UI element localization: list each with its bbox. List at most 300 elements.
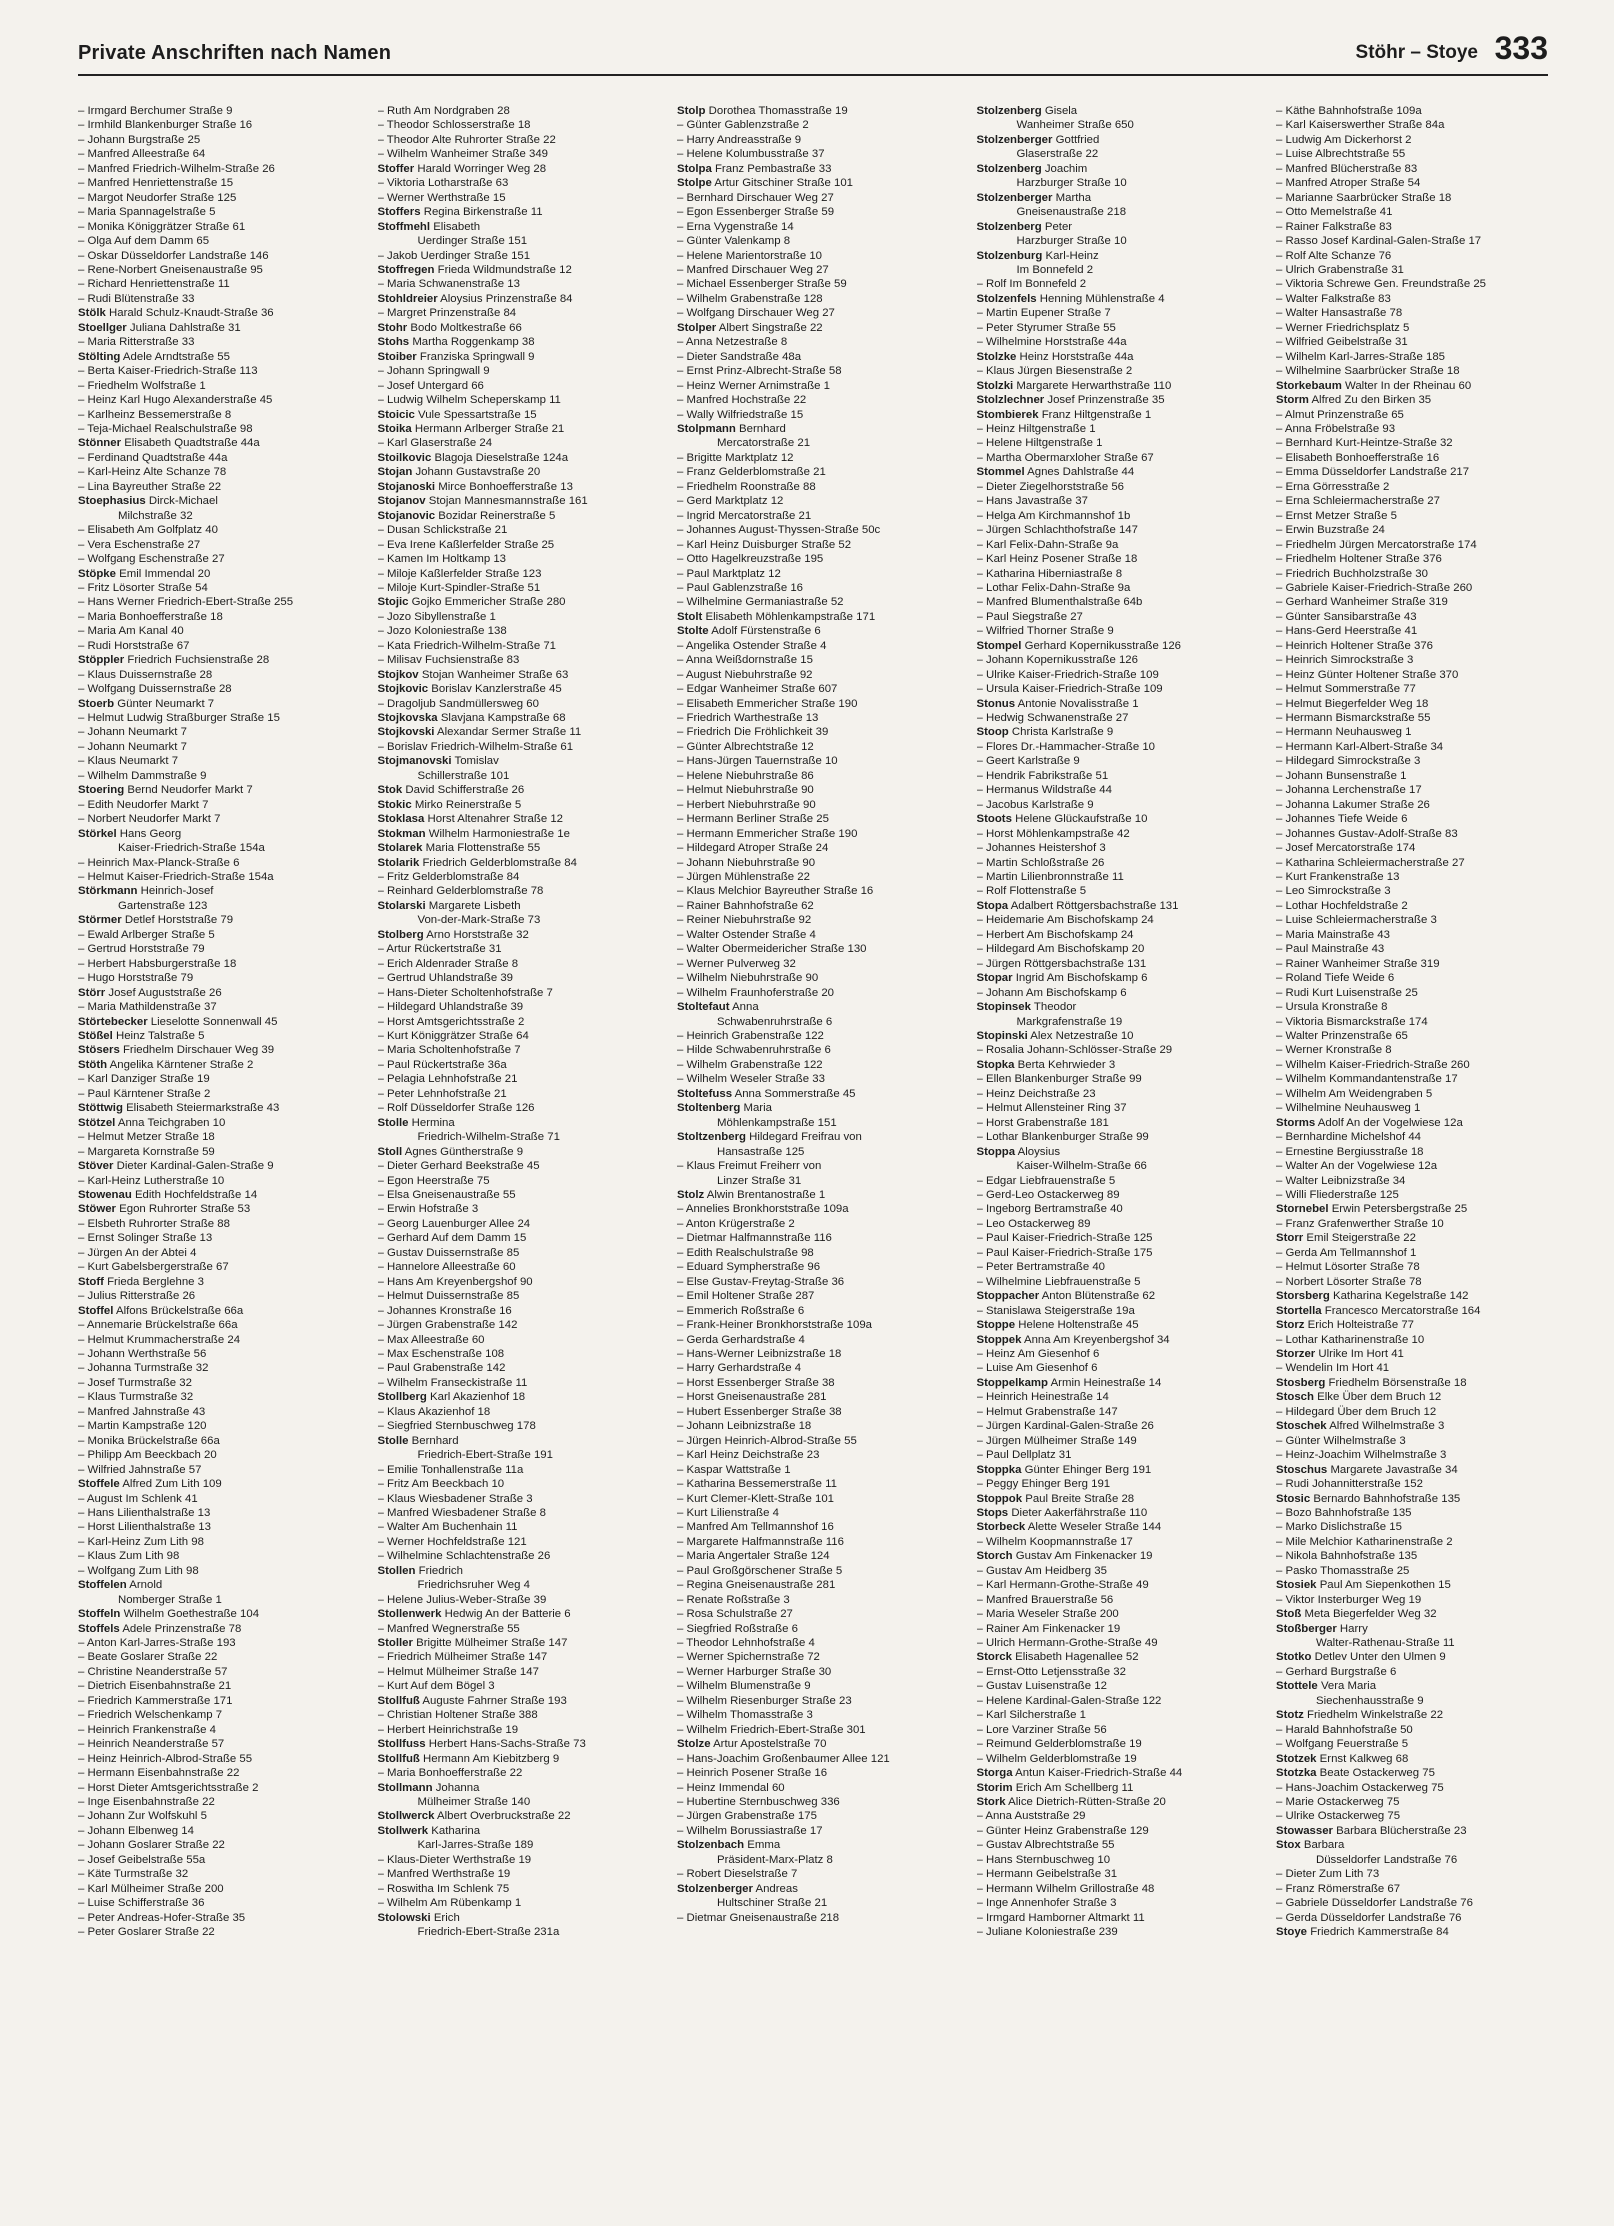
directory-entry: – Reinhard Gelderblomstraße 78	[377, 885, 544, 898]
directory-entry: – Dietmar Halfmannstraße 116	[677, 1232, 832, 1245]
directory-entry: – Wilhelm Dammstraße 9	[78, 769, 207, 782]
directory-entry: Stopar Ingrid Am Bischofskamp 6	[976, 972, 1148, 985]
directory-entry: – Hermann Karl-Albert-Straße 34	[1276, 740, 1444, 753]
directory-entry: Stoff Frieda Berglehne 3	[78, 1275, 204, 1288]
directory-entry: – Mile Melchior Katharinenstraße 2	[1276, 1535, 1453, 1548]
directory-entry: – Manfred Jahnstraße 43	[78, 1405, 206, 1418]
directory-entry: – Friedhelm Jürgen Mercatorstraße 174	[1276, 538, 1477, 551]
directory-entry: Stoppacher Anton Blütenstraße 62	[976, 1290, 1156, 1303]
directory-entry: Stokic Mirko Reinerstraße 5	[377, 798, 522, 811]
directory-entry: Siechenhausstraße 9	[1316, 1694, 1424, 1707]
directory-entry: Stollwerk Katharina	[377, 1824, 481, 1837]
surname: Stöwer	[78, 1203, 116, 1216]
directory-entry: – Wolfgang Eschenstraße 27	[78, 553, 225, 566]
directory-entry: – Gustav Albrechtstraße 55	[976, 1839, 1115, 1852]
directory-entry: Stopinski Alex Netzestraße 10	[976, 1030, 1134, 1042]
surname: Stolper	[677, 321, 717, 334]
directory-entry: – Erwin Buzstraße 24	[1276, 524, 1385, 537]
surname: Stoppek	[976, 1333, 1022, 1346]
directory-entry: – Heinz Immendal 60	[677, 1781, 785, 1794]
directory-entry: – Helmut Krummacherstraße 24	[78, 1333, 241, 1346]
directory-entry: – Hermann Wilhelm Grillostraße 48	[976, 1882, 1155, 1895]
directory-entry: – Fritz Am Beeckbach 10	[377, 1478, 505, 1491]
directory-entry: – Lore Varziner Straße 56	[976, 1723, 1107, 1736]
directory-entry: – Wilhelm Fraunhoferstraße 20	[677, 986, 834, 999]
directory-entry: – Helene Marientorstraße 10	[677, 249, 822, 262]
directory-entry: Stokman Wilhelm Harmoniestraße 1e	[377, 827, 570, 840]
directory-entry: – Karlheinz Bessemerstraße 8	[78, 408, 232, 421]
surname: Stojic	[377, 596, 409, 609]
surname: Storm	[1276, 394, 1309, 407]
directory-entry: – Johannes Heistershof 3	[976, 842, 1106, 855]
directory-entry: Stojanovic Bozidar Reinerstraße 5	[377, 509, 556, 522]
directory-entry: Hansastraße 125	[717, 1145, 805, 1158]
directory-entry: – Leo Ostackerweg 89	[976, 1217, 1091, 1230]
directory-entry: Stolarski Margarete Lisbeth	[377, 899, 521, 912]
directory-entry: – Beate Goslarer Straße 22	[78, 1651, 218, 1664]
directory-entry: Stöver Dieter Kardinal-Galen-Straße 9	[78, 1160, 274, 1173]
directory-entry: – Ingeborg Bertramstraße 40	[976, 1203, 1123, 1216]
directory-entry: – Wilhelm Kaiser-Friedrich-Straße 260	[1276, 1058, 1470, 1071]
directory-entry: – Wilhelm Weseler Straße 33	[677, 1073, 825, 1086]
directory-entry: Stolte Adolf Fürstenstraße 6	[677, 625, 821, 638]
surname: Stoll	[377, 1145, 403, 1158]
surname: Stoppok	[976, 1492, 1023, 1505]
directory-entry: Stoltefaut Anna	[677, 1001, 759, 1014]
directory-entry: – Paul Mainstraße 43	[1276, 943, 1385, 956]
directory-entry: – Peter Lehnhofstraße 21	[377, 1087, 507, 1100]
directory-entry: – Rainer Bahnhofstraße 62	[677, 899, 814, 912]
directory-entry: – Werner Pulverweg 32	[677, 957, 796, 970]
directory-entry: – Günter Wilhelmstraße 3	[1276, 1434, 1406, 1447]
directory-entry: – Johannes Gustav-Adolf-Straße 83	[1276, 827, 1458, 840]
directory-entry: – Irmhild Blankenburger Straße 16	[78, 119, 253, 132]
directory-entry: Stölk Harald Schulz-Knaudt-Straße 36	[78, 307, 274, 320]
directory-entry: Storbeck Alette Weseler Straße 144	[976, 1521, 1162, 1534]
directory-entry: – Luise Am Giesenhof 6	[976, 1362, 1098, 1375]
directory-entry: – Horst Dieter Amtsgerichtsstraße 2	[78, 1781, 259, 1794]
directory-entry: – Johannes August-Thyssen-Straße 50c	[677, 524, 881, 537]
surname: Stoffregen	[377, 263, 435, 276]
directory-entry: Stoffmehl Elisabeth	[377, 220, 481, 233]
directory-entry: – Edgar Liebfrauenstraße 5	[976, 1174, 1116, 1187]
directory-entry: Stolze Artur Apostelstraße 70	[677, 1738, 827, 1751]
directory-entry: – Norbert Neudorfer Markt 7	[78, 813, 221, 826]
directory-entry: – Manfred Wegnerstraße 55	[377, 1622, 520, 1635]
directory-entry: – Herbert Am Bischofskamp 24	[976, 928, 1134, 941]
surname: Stoellger	[78, 321, 127, 334]
directory-entry: – Viktor Insterburger Weg 19	[1276, 1593, 1422, 1606]
directory-entry: – Kaspar Wattstraße 1	[677, 1463, 791, 1476]
directory-entry: – Eduard Sympherstraße 96	[677, 1261, 821, 1274]
directory-entry: – Rolf Im Bonnefeld 2	[976, 278, 1087, 291]
surname: Stoephasius	[78, 495, 146, 508]
directory-entry: – Friedrich Kammerstraße 171	[78, 1694, 233, 1707]
directory-entry: – Paul Rückertstraße 36a	[377, 1058, 507, 1071]
directory-entry: Stoppek Anna Am Kreyenbergshof 34	[976, 1333, 1170, 1346]
directory-entry: Stolpe Artur Gitschiner Straße 101	[677, 177, 853, 190]
listing-column-4	[977, 104, 1259, 2214]
directory-entry: – Julius Ritterstraße 26	[78, 1290, 196, 1303]
directory-entry: Präsident-Marx-Platz 8	[717, 1853, 833, 1866]
directory-entry: Von-der-Mark-Straße 73	[417, 914, 541, 927]
directory-entry: – Jürgen Grabenstraße 142	[377, 1319, 518, 1332]
listing-column-5	[1276, 104, 1558, 2214]
directory-entry: – Helmut Niebuhrstraße 90	[677, 784, 814, 797]
directory-entry: – Heinrich Frankenstraße 4	[78, 1723, 217, 1736]
surname: Stoff	[78, 1275, 104, 1288]
directory-entry: – Rolf Flottenstraße 5	[976, 885, 1087, 898]
directory-entry: Stösers Friedhelm Dirschauer Weg 39	[78, 1044, 275, 1057]
surname: Stoffer	[377, 162, 415, 175]
directory-entry: – Helmut Lösorter Straße 78	[1276, 1261, 1420, 1274]
directory-entry: Stoering Bernd Neudorfer Markt 7	[78, 784, 253, 797]
directory-entry: – Heinz Günter Holtener Straße 370	[1276, 668, 1459, 681]
directory-entry: – Kurt Clemer-Klett-Straße 101	[677, 1492, 834, 1505]
directory-entry: – Maria Am Kanal 40	[78, 625, 184, 638]
surname: Stojkovic	[377, 683, 429, 696]
directory-entry: – Friedhelm Wolfstraße 1	[78, 379, 206, 392]
directory-entry: – Marianne Saarbrücker Straße 18	[1276, 191, 1452, 204]
directory-entry: – Ernst Prinz-Albrecht-Straße 58	[677, 365, 842, 378]
surname: Stokic	[377, 798, 412, 811]
directory-entry: – Anton Karl-Jarres-Straße 193	[78, 1637, 236, 1650]
surname: Stotzka	[1276, 1767, 1317, 1780]
directory-entry: – Dieter Sandstraße 48a	[677, 350, 802, 363]
directory-entry: – Kurt Auf dem Bögel 3	[377, 1680, 495, 1693]
directory-entry: Stötzel Anna Teichgraben 10	[78, 1116, 226, 1129]
directory-entry: – Käte Turmstraße 32	[78, 1868, 189, 1881]
directory-entry: Stoßberger Harry	[1276, 1622, 1368, 1635]
directory-entry: – Horst Grabenstraße 181	[976, 1116, 1109, 1129]
directory-entry: – Heinrich Posener Straße 16	[677, 1767, 828, 1780]
directory-entry: Storga Antun Kaiser-Friedrich-Straße 44	[976, 1767, 1183, 1780]
directory-entry: – Norbert Lösorter Straße 78	[1276, 1275, 1422, 1288]
directory-entry: Stojic Gojko Emmericher Straße 280	[377, 596, 566, 609]
directory-entry: Stojkovska Slavjana Kampstraße 68	[377, 712, 566, 725]
directory-entry: – Lothar Hochfeldstraße 2	[1276, 899, 1408, 912]
directory-entry: Stosiek Paul Am Siepenkothen 15	[1276, 1579, 1451, 1592]
directory-entry: – Brigitte Marktplatz 12	[677, 451, 794, 464]
directory-entry: – Johann Am Bischofskamp 6	[976, 986, 1127, 999]
directory-entry: – Max Eschenstraße 108	[377, 1347, 505, 1360]
directory-entry: Stolarik Friedrich Gelderblomstraße 84	[377, 856, 577, 869]
surname: Storkebaum	[1276, 379, 1342, 392]
directory-entry: – Helene Niebuhrstraße 86	[677, 769, 814, 782]
directory-entry: – Manfred Werthstraße 19	[377, 1868, 511, 1881]
directory-entry: – Robert Dieselstraße 7	[677, 1868, 798, 1881]
surname: Stolpe	[677, 177, 712, 190]
surname: Stopinski	[976, 1030, 1028, 1042]
directory-entry: Möhlenkampstraße 151	[717, 1116, 837, 1129]
directory-entry: – Wilhelm Friedrich-Ebert-Straße 301	[677, 1723, 866, 1736]
directory-entry: – Maria Spannagelstraße 5	[78, 206, 216, 219]
directory-entry: – Werner Hochfeldstraße 121	[377, 1535, 527, 1548]
directory-entry: – Günter Albrechtstraße 12	[677, 740, 814, 753]
surname: Stok	[377, 784, 403, 797]
surname: Stoffelen	[78, 1579, 127, 1592]
directory-entry: – Hannelore Alleestraße 60	[377, 1261, 516, 1274]
surname: Stolarski	[377, 899, 426, 912]
directory-entry: – Elisabeth Bonhoefferstraße 16	[1276, 451, 1440, 464]
surname: Stosic	[1276, 1492, 1311, 1505]
surname: Stolzlechner	[976, 394, 1045, 407]
directory-entry: – Hermann Bismarckstraße 55	[1276, 712, 1431, 725]
directory-entry: – Theodor Lehnhofstraße 4	[677, 1637, 815, 1650]
directory-entry: Storsberg Katharina Kegelstraße 142	[1276, 1290, 1469, 1303]
page-header	[78, 30, 1548, 76]
directory-entry: – Ruth Am Nordgraben 28	[377, 105, 510, 117]
surname: Stoffeln	[78, 1608, 121, 1621]
surname: Stolzenberg	[976, 220, 1042, 233]
directory-entry: – Rudi Kurt Luisenstraße 25	[1276, 986, 1418, 999]
directory-entry: – Luise Schleiermacherstraße 3	[1276, 914, 1437, 927]
directory-entry: – Ludwig Wilhelm Scheperskamp 11	[377, 394, 561, 407]
directory-entry: – Klaus Jürgen Biesenstraße 2	[976, 365, 1133, 378]
directory-entry: Stoppe Helene Holtenstraße 45	[976, 1319, 1139, 1332]
surname: Stolle	[377, 1434, 409, 1447]
directory-entry: – Emmerich Roßstraße 6	[677, 1304, 805, 1317]
directory-entry: – Johanna Turmstraße 32	[78, 1362, 209, 1375]
directory-entry: – Karl Heinz Duisburger Straße 52	[677, 538, 852, 551]
directory-entry: Stößel Heinz Talstraße 5	[78, 1030, 205, 1042]
directory-entry: Stottele Vera Maria	[1276, 1680, 1377, 1693]
surname: Stoye	[1276, 1926, 1308, 1939]
directory-entry: Stox Barbara	[1276, 1839, 1345, 1852]
directory-entry: – Wolfgang Duissernstraße 28	[78, 683, 232, 696]
directory-entry: – Martin Eupener Straße 7	[976, 307, 1111, 320]
directory-entry: – Elsa Gneisenaustraße 55	[377, 1188, 516, 1201]
directory-entry: – Hedwig Schwanenstraße 27	[976, 712, 1129, 725]
directory-entry: – Maria Mathildenstraße 37	[78, 1001, 217, 1014]
directory-entry: – Karl-Heinz Lutherstraße 10	[78, 1174, 225, 1187]
directory-entry: Stoika Hermann Arlberger Straße 21	[377, 422, 565, 435]
listing-column-2	[378, 104, 660, 2214]
directory-entry: – Jozo Sibyllenstraße 1	[377, 610, 496, 623]
directory-entry: – Karl Hermann-Grothe-Straße 49	[976, 1579, 1149, 1592]
surname: Storga	[976, 1767, 1013, 1780]
surname: Stolzenbach	[677, 1839, 745, 1852]
directory-entry: – Gustav Duissernstraße 85	[377, 1246, 520, 1259]
directory-entry: Stoffel Alfons Brückelstraße 66a	[78, 1304, 244, 1317]
directory-entry: – Paul Kärntener Straße 2	[78, 1087, 211, 1100]
directory-entry: Storch Gustav Am Finkenacker 19	[976, 1550, 1153, 1563]
surname: Stollfuß	[377, 1694, 420, 1707]
directory-entry: – Angelika Ostender Straße 4	[677, 639, 827, 652]
surname: Stojkovska	[377, 712, 438, 725]
directory-entry: – Josef Untergard 66	[377, 379, 484, 392]
directory-entry: Karl-Jarres-Straße 189	[417, 1839, 534, 1852]
directory-entry: Stolzlechner Josef Prinzenstraße 35	[976, 394, 1165, 407]
directory-entry: – Jürgen Heinrich-Albrod-Straße 55	[677, 1434, 857, 1447]
directory-entry: Stoots Helene Glückaufstraße 10	[976, 813, 1148, 826]
directory-entry: – Olga Auf dem Damm 65	[78, 235, 210, 248]
directory-entry: Stoschek Alfred Wilhelmstraße 3	[1276, 1420, 1445, 1433]
directory-entry: Stopinsek Theodor	[976, 1001, 1077, 1014]
surname: Stoltenberg	[677, 1102, 741, 1115]
directory-entry: Stoppok Paul Breite Straße 28	[976, 1492, 1135, 1505]
directory-entry: – Miloje Kaßlerfelder Straße 123	[377, 567, 542, 580]
directory-entry: – Günter Valenkamp 8	[677, 235, 791, 248]
directory-entry: – Franz Grafenwerther Straße 10	[1276, 1217, 1444, 1230]
directory-entry: – Hubertine Sternbuschweg 336	[677, 1796, 840, 1809]
directory-entry: – Wilhelm Gelderblomstraße 19	[976, 1752, 1137, 1765]
directory-entry: – Monika Königgrätzer Straße 61	[78, 220, 246, 233]
directory-entry: – Klaus Melchior Bayreuther Straße 16	[677, 885, 874, 898]
directory-entry: – Gerd Marktplatz 12	[677, 495, 784, 508]
directory-entry: Stonus Antonie Novalisstraße 1	[976, 697, 1139, 710]
directory-entry: – Lothar Felix-Dahn-Straße 9a	[976, 581, 1131, 594]
directory-entry: Stornebel Erwin Petersbergstraße 25	[1276, 1203, 1468, 1216]
directory-entry: – Hildegard Atroper Straße 24	[677, 842, 829, 855]
directory-entry: – Frank-Heiner Bronkhorststraße 109a	[677, 1319, 872, 1332]
directory-entry: – Hans Javastraße 37	[976, 495, 1088, 508]
surname: Stönner	[78, 437, 122, 450]
directory-entry: – Manfred Friedrich-Wilhelm-Straße 26	[78, 162, 275, 175]
directory-entry: – Anna Auststraße 29	[976, 1810, 1086, 1823]
directory-entry: – Hans Am Kreyenbergshof 90	[377, 1275, 533, 1288]
surname: Stojanovic	[377, 509, 436, 522]
directory-entry: – Regina Gneisenaustraße 281	[677, 1579, 836, 1592]
surname: Stojan	[377, 466, 413, 479]
directory-entry: – Klaus Duissernstraße 28	[78, 668, 213, 681]
directory-entry: – Manfred Brauerstraße 56	[976, 1593, 1114, 1606]
directory-entry: – Maria Scholtenhofstraße 7	[377, 1044, 521, 1057]
surname: Stollenwerk	[377, 1608, 442, 1621]
directory-entry: – Theodor Schlosserstraße 18	[377, 119, 531, 132]
directory-entry: – Paul Großgörschener Straße 5	[677, 1564, 843, 1577]
directory-entry: Stönner Elisabeth Quadtstraße 44a	[78, 437, 260, 450]
directory-entry: Stojkov Stojan Wanheimer Straße 63	[377, 668, 569, 681]
surname: Stolzki	[976, 379, 1014, 392]
directory-entry: – Walter Leibnizstraße 34	[1276, 1174, 1406, 1187]
directory-entry: Düsseldorfer Landstraße 76	[1316, 1853, 1458, 1866]
surname: Stoilkovic	[377, 451, 432, 464]
directory-entry: – Johann Neumarkt 7	[78, 726, 187, 739]
directory-entry: – Luise Albrechtstraße 55	[1276, 148, 1406, 161]
directory-entry: Stoicic Vule Spessartstraße 15	[377, 408, 537, 421]
directory-entry: – Walter Falkstraße 83	[1276, 292, 1391, 305]
directory-entry: – Karl Felix-Dahn-Straße 9a	[976, 538, 1119, 551]
directory-entry: – Edgar Wanheimer Straße 607	[677, 683, 838, 696]
directory-entry: Stompel Gerhard Kopernikusstraße 126	[976, 639, 1181, 652]
directory-entry: Linzer Straße 31	[717, 1174, 802, 1187]
directory-entry: – Maria Ritterstraße 33	[78, 336, 195, 349]
directory-entry: – Peter Styrumer Straße 55	[976, 321, 1116, 334]
directory-entry: – Wilhelm Grabenstraße 128	[677, 292, 823, 305]
directory-entry: – Paul Siegstraße 27	[976, 610, 1083, 623]
surname: Stollen	[377, 1564, 416, 1577]
surname: Stöth	[78, 1058, 108, 1071]
directory-entry: – Gustav Luisenstraße 12	[976, 1680, 1107, 1693]
directory-entry: – Annemarie Brückelstraße 66a	[78, 1319, 238, 1332]
directory-entry: Gartenstraße 123	[118, 899, 208, 912]
directory-entry: Stosic Bernardo Bahnhofstraße 135	[1276, 1492, 1461, 1505]
directory-entry: – Almut Prinzenstraße 65	[1276, 408, 1404, 421]
directory-entry: Kaiser-Friedrich-Straße 154a	[118, 842, 265, 855]
directory-entry: Stöth Angelika Kärntener Straße 2	[78, 1058, 254, 1071]
surname: Stohldreier	[377, 292, 438, 305]
directory-entry: – Vera Eschenstraße 27	[78, 538, 201, 551]
directory-entry: – Helmut Sommerstraße 77	[1276, 683, 1416, 696]
directory-entry: Stopa Adalbert Röttgersbachstraße 131	[976, 899, 1179, 912]
directory-entry: Storms Adolf An der Vogelwiese 12a	[1276, 1116, 1463, 1129]
surname: Stoop	[976, 726, 1009, 739]
directory-entry: Stowasser Barbara Blücherstraße 23	[1276, 1824, 1467, 1837]
directory-entry: – Heinrich Max-Planck-Straße 6	[78, 856, 240, 869]
directory-entry: – Peter Goslarer Straße 22	[78, 1926, 215, 1939]
directory-entry: – Rainer Am Finkenacker 19	[976, 1622, 1121, 1635]
directory-entry: Stotko Detlev Unter den Ulmen 9	[1276, 1651, 1446, 1664]
directory-entry: – Annelies Bronkhorststraße 109a	[677, 1203, 849, 1216]
directory-entry: – Viktoria Lotharstraße 63	[377, 177, 509, 190]
directory-entry: – Wilhelm Karl-Jarres-Straße 185	[1276, 350, 1446, 363]
directory-entry: Stoltzenberg Hildegard Freifrau von	[677, 1131, 862, 1144]
surname: Stoffel	[78, 1304, 114, 1317]
directory-entry: – Erna Vygenstraße 14	[677, 220, 794, 233]
directory-entry: – Ludwig Am Dickerhorst 2	[1276, 133, 1412, 146]
directory-entry: – Klaus Turmstraße 32	[78, 1391, 194, 1404]
directory-entry: – Helmut Allensteiner Ring 37	[976, 1102, 1127, 1115]
directory-entry: – Ingrid Mercatorstraße 21	[677, 509, 812, 522]
directory-entry: Friedrich-Ebert-Straße 231a	[417, 1926, 560, 1939]
directory-entry: Stollberg Karl Akazienhof 18	[377, 1391, 526, 1404]
directory-entry: – Philipp Am Beeckbach 20	[78, 1449, 217, 1462]
directory-entry: Stolzenberger Andreas	[677, 1882, 798, 1895]
directory-entry: Stoltefuss Anna Sommerstraße 45	[677, 1087, 856, 1100]
directory-entry: – Hendrik Fabrikstraße 51	[976, 769, 1109, 782]
directory-entry: Stoppa Aloysius	[976, 1145, 1061, 1158]
directory-entry: – Irmgard Berchumer Straße 9	[78, 105, 233, 117]
directory-entry: – Anna Weißdornstraße 15	[677, 654, 813, 667]
surname: Störtebecker	[78, 1015, 148, 1028]
directory-entry: – Wilhelm Borussiastraße 17	[677, 1824, 823, 1837]
directory-entry: – Richard Henriettenstraße 11	[78, 278, 230, 291]
surname: Stolowski	[377, 1911, 431, 1924]
directory-entry: Storkebaum Walter In der Rheinau 60	[1276, 379, 1472, 392]
directory-entry: – Johann Zur Wolfskuhl 5	[78, 1810, 207, 1823]
directory-entry: Stok David Schifferstraße 26	[377, 784, 525, 797]
surname: Stoklasa	[377, 813, 425, 826]
surname: Stombierek	[976, 408, 1039, 421]
directory-entry: – Horst Essenberger Straße 38	[677, 1376, 835, 1389]
surname: Stolzenberger	[976, 133, 1053, 146]
directory-entry: – Dragoljub Sandmüllersweg 60	[377, 697, 539, 710]
directory-entry: Störr Josef Auguststraße 26	[78, 986, 222, 999]
directory-entry: Stoerb Günter Neumarkt 7	[78, 697, 215, 710]
directory-entry: – Karl Danziger Straße 19	[78, 1073, 210, 1086]
surname: Stolze	[677, 1738, 711, 1751]
directory-entry: – Hans-Joachim Ostackerweg 75	[1276, 1781, 1444, 1794]
directory-entry: Stölting Adele Arndtstraße 55	[78, 350, 230, 363]
directory-entry: Stolzenburg Karl-Heinz	[976, 249, 1099, 262]
directory-entry: Stoffelen Arnold	[78, 1579, 163, 1592]
directory-entry: – Walter Am Buchenhain 11	[377, 1521, 518, 1534]
directory-entry: Stohr Bodo Moltkestraße 66	[377, 321, 522, 334]
directory-entry: – Ernst-Otto Letjensstraße 32	[976, 1665, 1126, 1678]
directory-entry: – Günter Sansibarstraße 43	[1276, 610, 1417, 623]
directory-entry: – Friedrich Warthestraße 13	[677, 712, 819, 725]
directory-entry: – Karl Kaiserswerther Straße 84a	[1276, 119, 1445, 132]
directory-entry: – Friedhelm Holtener Straße 376	[1276, 553, 1442, 566]
directory-entry: – Heinz Werner Arnimstraße 1	[677, 379, 830, 392]
surname: Stoppacher	[976, 1290, 1040, 1303]
directory-entry: – Wilfried Geibelstraße 31	[1276, 336, 1408, 349]
directory-entry: – Siegfried Roßstraße 6	[677, 1622, 798, 1635]
directory-entry: – Heinz Karl Hugo Alexanderstraße 45	[78, 394, 273, 407]
directory-entry: – Wilhelm Wanheimer Straße 349	[377, 148, 548, 161]
surname: Stowenau	[78, 1188, 132, 1201]
